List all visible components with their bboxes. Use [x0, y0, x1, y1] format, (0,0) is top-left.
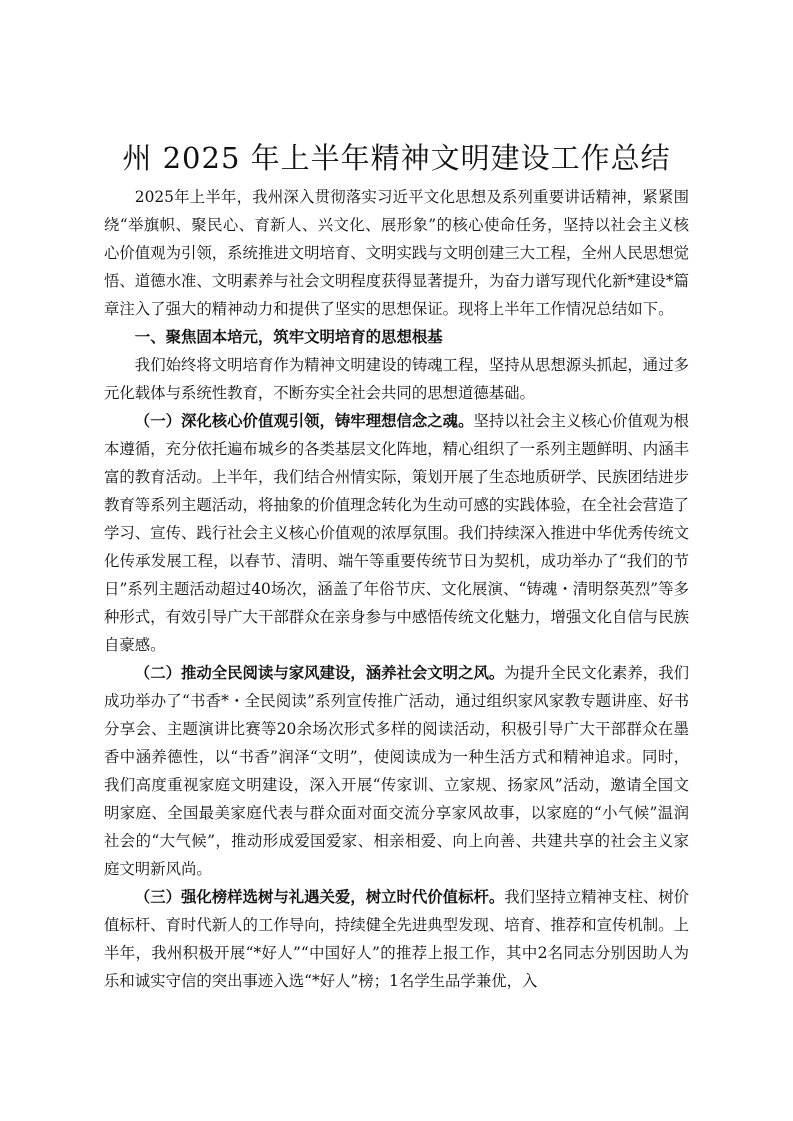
subsection-paragraph-2: [104, 659, 689, 883]
subsection-paragraph-3: [104, 883, 689, 995]
subsection-paragraph-1: [104, 407, 689, 659]
section-intro-paragraph: 我们始终将文明培育作为精神文明建设的铸魂工程，坚持从思想源头抓起，通过多元化载体与系统性教育，不断夯实全社会共同的思想道德基础。: [104, 356, 689, 402]
section-heading: 一、聚焦固本培元，筑牢文明培育的思想根基: [134, 328, 443, 346]
intro-paragraph: 2025年上半年，我州深入贯彻落实习近平文化思想及系列重要讲话精神，紧紧围绕“举旗帜、聚民心、育新人、兴文化、展形象”的核心使命任务，坚持以社会主义核心价值观为引领，系统推进文明培育、文明实践与文明创建三大工程，全州人民思想觉悟、道德水准、文明素养与社会文明程度获得显著提升，为奋力谱写现代化新*建设*篇章注入了强大的精神动力和提供了坚实的思想保证。现将上半年工作情况总结如下。: [104, 188, 689, 318]
subsection-text-1: 坚持以社会主义核心价值观为根本遵循，充分依托遍布城乡的各类基层文化阵地，精心组织了一系列主题鲜明、内涵丰富的教育活动。上半年，我们结合州情实际，策划开展了生态地质研学、民族团结进步教育等系列主题活动，将抽象的价值理念转化为生动可感的实践体验，在全社会营造了学习、宣传、践行社会主义核心价值观的浓厚氛围。我们持续深入推进中华优秀传统文化传承发展工程，以春节、清明、端午等重要传统节日为契机，成功举办了“我们的节日”系列主题活动超过40场次，涵盖了年俗节庆、文化展演、“铸魂・清明祭英烈”等多种形式，有效引导广大干部群众在亲身参与中感悟传统文化魅力，增强文化自信与民族自豪感。: [104, 412, 689, 654]
subsection-lead-3: （三）强化榜样选树与礼遇关爱，树立时代价值标杆。: [134, 888, 505, 906]
subsection-text-3: 我们坚持立精神支柱、树价值标杆、育时代新人的工作导向，持续健全先进典型发现、培育、推荐和宣传机制。上半年，我州积极开展“*好人”“中国好人”的推荐上报工作，其中2名同志分别因助人为乐和诚实守信的突出事迹入选“*好人”榜；1名学生品学兼优，入: [104, 888, 689, 990]
subsection-text-2: 为提升全民文化素养，我们成功举办了“书香*・全民阅读”系列宣传推广活动，通过组织家风家教专题讲座、好书分享会、主题演讲比赛等20余场次形式多样的阅读活动，积极引导广大干部群众在墨香中涵养德性，以“书香”润泽“文明”，使阅读成为一种生活方式和精神追求。同时，我们高度重视家庭文明建设，深入开展“传家训、立家规、扬家风”活动，邀请全国文明家庭、全国最美家庭代表与群众面对面交流分享家风故事，以家庭的“小气候”温润社会的“大气候”，推动形成爱国爱家、相亲相爱、向上向善、共建共享的社会主义家庭文明新风尚。: [104, 664, 689, 878]
document-title: 州 2025 年上半年精神文明建设工作总结: [122, 141, 671, 175]
document-body: [104, 183, 689, 995]
subsection-lead-2: （二）推动全民阅读与家风建设，涵养社会文明之风。: [134, 664, 505, 682]
subsection-lead-1: （一）深化核心价值观引领，铸牢理想信念之魂。: [134, 412, 474, 430]
